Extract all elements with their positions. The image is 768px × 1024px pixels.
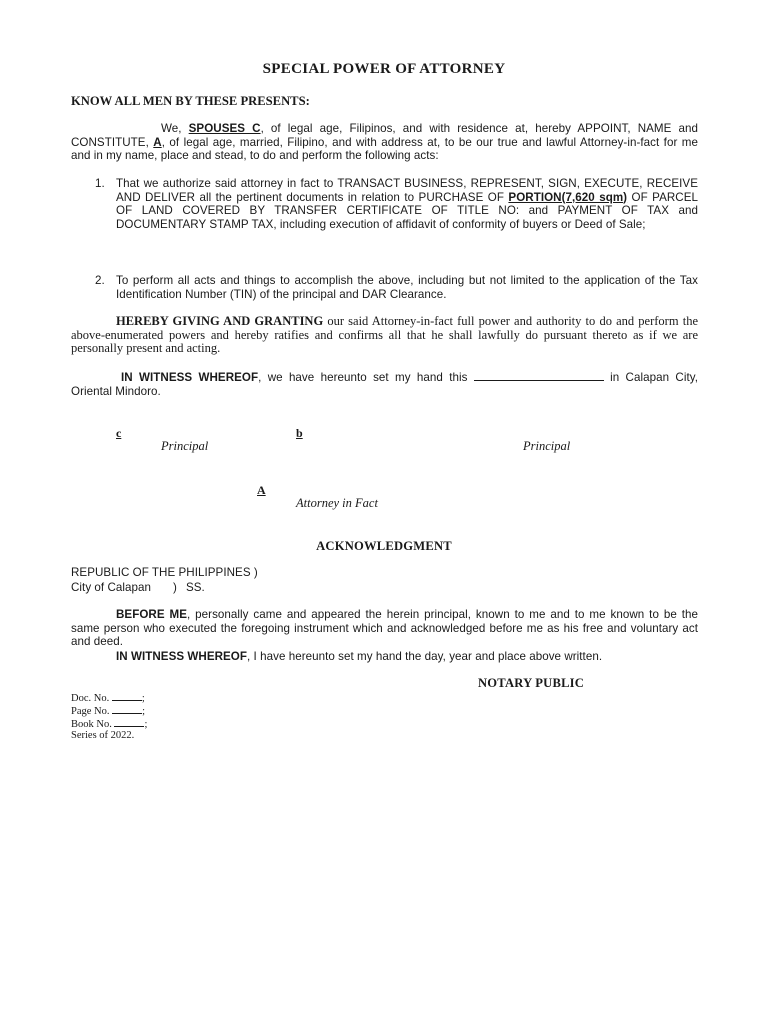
before-me-text: , personally came and appeared the herein principal, known to me and to me known to be the same person who executed the foregoing instrument which and acknowledged before me as his free and voluntary act and deed. [71,608,698,648]
republic-line: REPUBLIC OF THE PHILIPPINES ) [71,566,258,579]
acknowledgment-title: ACKNOWLEDGMENT [316,539,452,553]
doc-no-blank [112,691,142,701]
document-title: SPECIAL POWER OF ATTORNEY [262,61,506,77]
city-name: City of Calapan [71,581,152,594]
witness-text-a: , we have hereunto set my hand this [258,371,468,384]
item-1-text-b: OF PARCEL OF LAND COVERED BY TRANSFER CERTIFICATE OF TITLE NO: and PAYMENT OF TAX and DOCUMENTARY STAMP TAX, including execution of affidavit of conformity of buyers or Deed of Sale; [116,190,698,231]
granting-bold: HEREBY GIVING AND GRANTING [116,314,324,328]
p1-post: , of legal age, married, Filipino, and with address at, to be our true and lawful Attorney-in-fact for me and in my name, place and stead, to do and perform the following acts: [71,135,698,162]
attorney-name: A [153,135,162,149]
witness-paragraph [71,370,698,398]
ack-witness-text: , I have hereunto set my hand the day, year and place above written. [247,650,603,663]
book-no-semi: ; [144,719,148,730]
item-2-text: To perform all acts and things to accomplish the above, including but not limited to the application of the Tax Identification Number (TIN) of the principal and DAR Clearance. [116,274,698,301]
appointment-paragraph [71,122,698,163]
doc-no-label: Doc. No. [71,693,110,704]
page-no-label: Page No. [71,706,110,717]
spouses-name: SPOUSES C [188,122,261,135]
intro-heading: KNOW ALL MEN BY THESE PRESENTS: [71,94,310,108]
item-1-text [116,177,698,231]
witness-text-b: in Calapan City, Oriental Mindoro. [71,371,698,398]
item-1-number: 1. [95,177,105,190]
series-line: Series of 2022. [71,730,135,741]
city-paren: ) [173,581,177,594]
item-1-text-a: That we authorize said attorney in fact to TRANSACT BUSINESS, REPRESENT, SIGN, EXECUTE, RECEIVE AND DELIVER all the pertinent documents in relation to PURCHASE OF [116,177,698,204]
doc-no-semi: ; [141,693,145,704]
principal-2-name: b [296,426,303,440]
witness-bold: IN WITNESS WHEREOF [121,371,259,384]
ack-witness-bold: IN WITNESS WHEREOF [116,650,248,663]
date-blank [474,370,604,381]
before-me-paragraph [71,608,698,649]
book-no-blank [114,717,144,727]
city-line [71,581,205,595]
book-no-label: Book No. [71,719,112,730]
land-portion: PORTION(7,620 sqm) [508,190,628,204]
item-2-number: 2. [95,274,105,287]
principal-2-title: Principal [523,439,571,453]
page-no-semi: ; [142,706,146,717]
attorney-signature-name: A [257,483,266,497]
p1-mid: , of legal age, Filipinos, and with residence at, hereby APPOINT, NAME and CONSTITUTE, [71,122,698,149]
principal-1-title: Principal [161,439,209,453]
before-me-bold: BEFORE ME [116,608,187,621]
ack-witness-line [116,650,602,664]
principal-1-name: c [116,426,122,440]
notary-public-label: NOTARY PUBLIC [478,676,585,690]
p1-pre: We, [161,122,189,135]
page-no-blank [112,704,142,714]
ss-label: SS. [185,581,205,594]
granting-text: our said Attorney-in-fact full power and authority to do and perform the above-enumerated powers and hereby ratifies and confirms all that he shall lawfully do pursuant thereto as if we are personally present and acting. [71,314,698,355]
granting-paragraph [71,315,698,356]
attorney-signature-title: Attorney in Fact [296,496,378,510]
